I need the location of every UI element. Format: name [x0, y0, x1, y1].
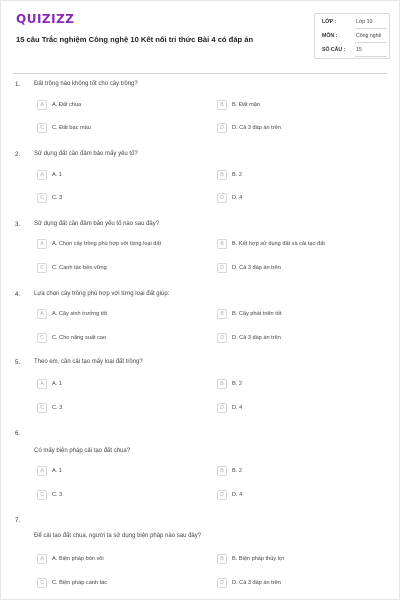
info-value: Công nghệ [356, 33, 382, 39]
option-letter-box[interactable]: B [217, 379, 227, 389]
option-text: A. Biện pháp bón vôi [52, 555, 104, 562]
option-text: C. Canh tác bền vững [52, 264, 107, 271]
option-text: C. 3 [52, 491, 63, 498]
option-text: D. Cả 3 đáp án trên [232, 579, 281, 586]
option-text: D. Cả 3 đáp án trên [232, 264, 281, 271]
option-text: A. Chọn cây trồng phù hợp với từng loại đất [52, 240, 162, 247]
option-letter-box[interactable]: B [217, 239, 227, 249]
option-text: B. Kết hợp sử dụng đất và cải tạo đất [232, 240, 325, 247]
option-text: B. Biện pháp thủy lợi [232, 555, 284, 562]
option-text: A. 1 [52, 467, 62, 474]
option-text: B. Đất mặn [232, 101, 260, 108]
option-text: A. 1 [52, 380, 62, 387]
option-letter-box[interactable]: C [37, 123, 47, 133]
option-text: B. 2 [232, 380, 242, 387]
option-text: D. 4 [232, 194, 243, 201]
question-number: 1. [15, 81, 21, 88]
info-value: 15 [356, 47, 362, 53]
option-letter-box[interactable]: D [217, 263, 227, 273]
quizizz-logo: QUIZIZZ [16, 12, 75, 26]
option-letter-box[interactable]: A [37, 100, 47, 110]
option-text: A. Đất chua [52, 101, 82, 108]
option-letter-box[interactable]: D [217, 403, 227, 413]
option-text: C. Đất bạc màu [52, 124, 91, 131]
question-number: 5. [15, 359, 21, 366]
option-letter-box[interactable]: A [37, 554, 47, 564]
question-number: 3. [15, 221, 21, 228]
option-letter-box[interactable]: A [37, 379, 47, 389]
option-letter-box[interactable]: B [217, 170, 227, 180]
option-letter-box[interactable]: D [217, 490, 227, 500]
header-divider [13, 73, 387, 74]
info-row-grade [319, 16, 389, 30]
option-letter-box[interactable]: C [37, 193, 47, 203]
info-label: SỐ CÂU : [322, 47, 346, 53]
question-text: Theo em, cần cải tạo mấy loại đất trồng? [34, 359, 143, 365]
option-letter-box[interactable]: C [37, 333, 47, 343]
option-letter-box[interactable]: C [37, 263, 47, 273]
option-text: C. 3 [52, 194, 63, 201]
option-letter-box[interactable]: A [37, 170, 47, 180]
info-underline [355, 28, 387, 29]
info-label: LỚP : [322, 19, 337, 25]
option-letter-box[interactable]: C [37, 403, 47, 413]
option-text: B. 2 [232, 467, 242, 474]
option-letter-box[interactable]: C [37, 578, 47, 588]
worksheet-title: 15 câu Trắc nghiệm Công nghệ 10 Kết nối tri thức Bài 4 có đáp án [16, 35, 254, 44]
question-text: Lựa chọn cây trồng phù hợp với từng loại đất giúp: [34, 291, 170, 297]
option-letter-box[interactable]: D [217, 123, 227, 133]
question-number: 6. [15, 430, 21, 437]
question-text: Sử dụng đất cần đảm bảo yếu tố nào sau đây? [34, 221, 160, 227]
question-text: Có mấy biện pháp cải tạo đất chua? [34, 448, 131, 454]
info-label: MÔN : [322, 33, 338, 39]
option-letter-box[interactable]: B [217, 100, 227, 110]
option-text: D. Cả 3 đáp án trên [232, 334, 281, 341]
info-row-subject [319, 30, 389, 44]
option-text: D. Cả 3 đáp án trên [232, 124, 281, 131]
option-letter-box[interactable]: B [217, 309, 227, 319]
option-text: C. Cho năng suất cao [52, 334, 107, 341]
question-text: Sử dụng đất cần đảm bảo mấy yêu tố? [34, 151, 138, 157]
option-letter-box[interactable]: A [37, 309, 47, 319]
question-number: 2. [15, 151, 21, 158]
option-letter-box[interactable]: A [37, 466, 47, 476]
option-text: B. 2 [232, 171, 242, 178]
info-row-count [319, 44, 389, 58]
option-letter-box[interactable]: C [37, 490, 47, 500]
question-number: 7. [15, 517, 21, 524]
option-text: A. Cây sinh trưởng tốt [52, 310, 107, 317]
info-value: Lớp 10 [356, 19, 373, 25]
option-text: D. 4 [232, 491, 243, 498]
info-underline [355, 42, 387, 43]
option-letter-box[interactable]: A [37, 239, 47, 249]
option-letter-box[interactable]: D [217, 333, 227, 343]
option-letter-box[interactable]: D [217, 578, 227, 588]
option-letter-box[interactable]: B [217, 554, 227, 564]
info-box [314, 13, 390, 59]
question-text: Để cải tạo đất chua, người ta sử dụng biện pháp nào sau đây? [34, 533, 202, 539]
question-number: 4. [15, 291, 21, 298]
option-letter-box[interactable]: B [217, 466, 227, 476]
option-text: A. 1 [52, 171, 62, 178]
option-text: C. Biện pháp canh tác [52, 579, 108, 586]
option-text: B. Cây phát triển tốt [232, 310, 282, 317]
option-text: D. 4 [232, 404, 243, 411]
info-underline [355, 56, 387, 57]
option-text: C. 3 [52, 404, 63, 411]
option-letter-box[interactable]: D [217, 193, 227, 203]
question-text: Đất trồng nào không tốt cho cây trồng? [34, 81, 138, 87]
